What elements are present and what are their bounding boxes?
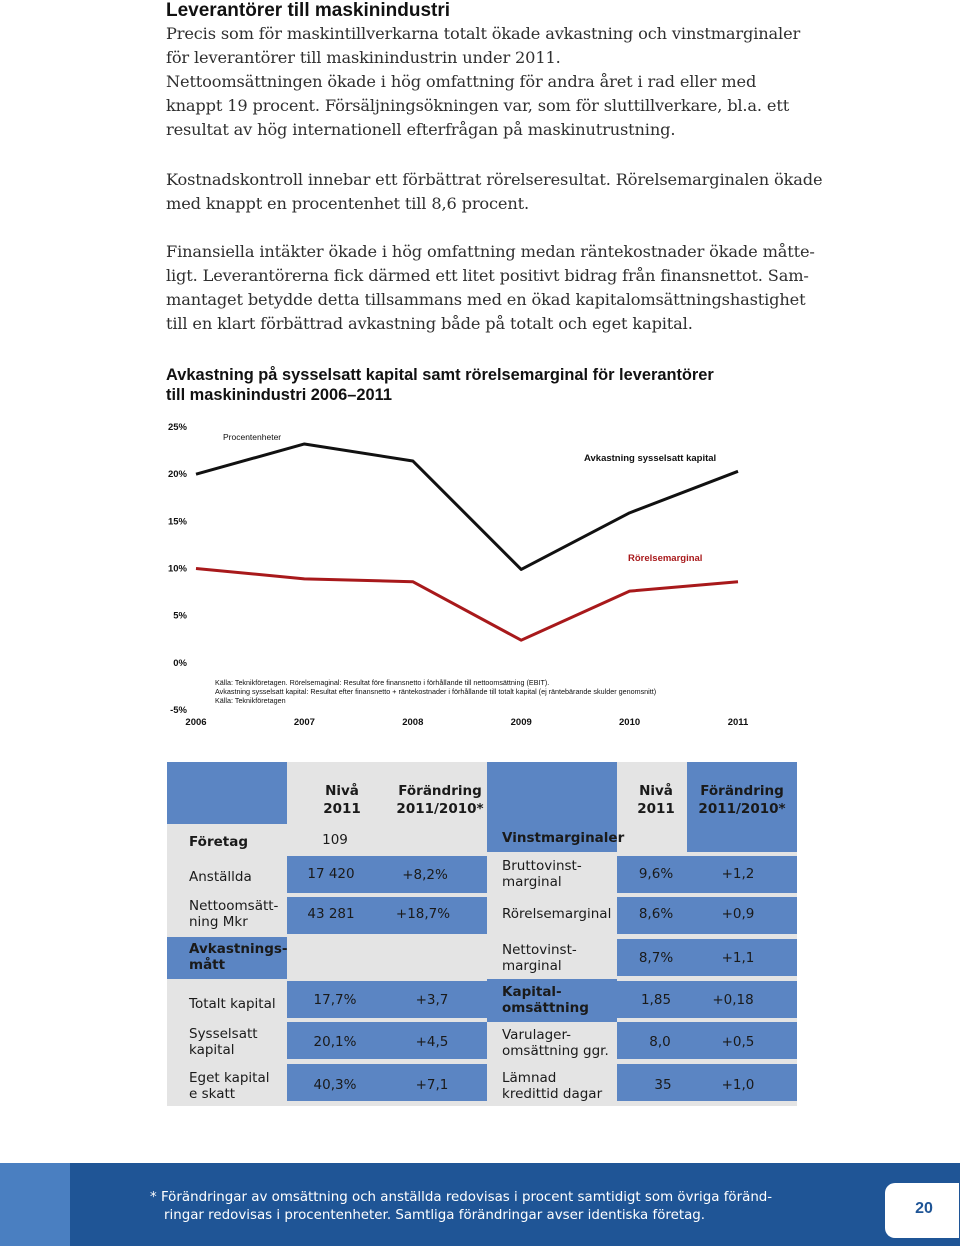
row-label-text: Företag bbox=[189, 834, 248, 850]
row-label bbox=[502, 942, 577, 974]
footnote-line: * Förändringar av omsättning och anställda redovisas i procent samtidigt som övriga föränd- bbox=[150, 1190, 773, 1205]
series-label-avkastning: Avkastning sysselsatt kapital bbox=[584, 453, 717, 464]
paragraph-line: Nettoomsättningen ökade i hög omfattning för andra året i rad eller med bbox=[166, 72, 757, 91]
row-label bbox=[189, 834, 248, 850]
value-text: 1,85 bbox=[640, 992, 672, 1008]
row-label-text: ning Mkr bbox=[189, 914, 248, 930]
header-line: 2011 bbox=[323, 801, 361, 817]
paragraph-line: knappt 19 procent. Försäljningsökningen var, som för sluttillverkare, bl.a. ett bbox=[166, 96, 790, 115]
row-label-text: Rörelsemarginal bbox=[502, 906, 612, 922]
row-label bbox=[502, 1027, 609, 1059]
value-text: 35 bbox=[654, 1077, 672, 1093]
paragraph-line: Precis som för maskintillverkarna totalt ökade avkastning och vinstmarginaler bbox=[166, 24, 801, 43]
header-line: 2011/2010* bbox=[698, 801, 786, 817]
row-label-text: Anställda bbox=[189, 869, 252, 885]
paragraph-line: mantaget betydde detta tillsammans med en ökad kapitalomsättningshastighet bbox=[166, 290, 806, 309]
row-label bbox=[502, 830, 624, 846]
table-header-cell bbox=[487, 762, 617, 824]
value-text: 20,1% bbox=[313, 1034, 357, 1050]
value-text: 9,6% bbox=[638, 866, 674, 882]
forandring-value bbox=[378, 906, 468, 922]
row-label-text: Nettoomsätt- bbox=[189, 898, 279, 914]
row-label-text: Vinstmarginaler bbox=[502, 830, 625, 846]
niva-value bbox=[290, 1077, 380, 1093]
chart-note: Källa: Teknikföretagen bbox=[215, 696, 286, 705]
header-line: Nivå bbox=[325, 783, 359, 799]
row-label-text: Eget kapital bbox=[189, 1070, 270, 1086]
forandring-value bbox=[387, 992, 477, 1008]
paragraph-line: Kostnadskontroll innebar ett förbättrat rörelseresultat. Rörelsemarginalen ökade bbox=[166, 170, 823, 189]
header-line: 2011/2010* bbox=[396, 801, 484, 817]
row-label bbox=[189, 941, 288, 973]
header-forandring bbox=[380, 783, 500, 817]
value-text: 8,0 bbox=[649, 1034, 671, 1050]
value-text: 8,7% bbox=[638, 950, 674, 966]
niva-value bbox=[290, 832, 380, 848]
page-number: 20 bbox=[915, 1200, 933, 1217]
forandring-value bbox=[387, 1034, 477, 1050]
footer-accent bbox=[0, 1163, 70, 1246]
y-tick-label: 10% bbox=[167, 563, 187, 575]
row-label-text: kredittid dagar bbox=[502, 1086, 603, 1102]
value-text: +1,2 bbox=[721, 866, 755, 882]
value-text: 17,7% bbox=[313, 992, 357, 1008]
row-label-text: marginal bbox=[502, 958, 562, 974]
row-label-text: Nettovinst- bbox=[502, 942, 577, 958]
header-line: Förändring bbox=[700, 783, 784, 799]
niva-value bbox=[615, 1034, 705, 1050]
chart-note: Källa: Teknikföretagen. Rörelsemaginal: Resultat före finansnetto i förhållande till nettoomsättning (EBIT). bbox=[215, 678, 550, 687]
row-label bbox=[189, 996, 276, 1012]
section-header-bg bbox=[687, 822, 797, 852]
row-label bbox=[502, 906, 611, 922]
row-label bbox=[502, 1070, 602, 1102]
header-niva bbox=[297, 783, 387, 817]
paragraph-line: för leverantörer till maskinindustrin under 2011. bbox=[166, 48, 561, 67]
section-heading: Leverantörer till maskinindustri bbox=[166, 0, 451, 21]
row-label-text: Kapital- bbox=[502, 984, 562, 1000]
row-label-text: kapital bbox=[189, 1042, 235, 1058]
row-label-text: Lämnad bbox=[502, 1070, 557, 1086]
footer-band bbox=[0, 1163, 960, 1246]
value-text: +3,7 bbox=[415, 992, 449, 1008]
paragraph-line: ligt. Leverantörerna fick därmed ett litet positivt bidrag från finansnettot. Sam- bbox=[166, 266, 809, 285]
value-text: +0,5 bbox=[721, 1034, 755, 1050]
paragraph-line: Finansiella intäkter ökade i hög omfattning medan räntekostnader ökade måtte- bbox=[166, 242, 815, 261]
chart-title-line: till maskinindustri 2006–2011 bbox=[166, 386, 392, 404]
series-label-rorelsemarginal: Rörelsemarginal bbox=[628, 553, 703, 564]
row-label-text: omsättning bbox=[502, 1000, 589, 1016]
header-line: Nivå bbox=[639, 783, 673, 799]
row-label-text: Totalt kapital bbox=[189, 996, 276, 1012]
y-tick-label: 0% bbox=[173, 657, 187, 669]
value-text: 109 bbox=[322, 832, 348, 848]
row-label bbox=[502, 984, 589, 1016]
paragraph-line: till en klart förbättrad avkastning både på totalt och eget kapital. bbox=[166, 314, 693, 333]
forandring-value bbox=[693, 950, 783, 966]
forandring-value bbox=[693, 1077, 783, 1093]
x-tick-label: 2009 bbox=[510, 717, 532, 728]
header-line: Förändring bbox=[398, 783, 482, 799]
value-text: +1,0 bbox=[721, 1077, 755, 1093]
row-label-text: marginal bbox=[502, 874, 562, 890]
paragraph-line: resultat av hög internationell efterfrågan på maskinutrustning. bbox=[166, 120, 676, 139]
y-tick-label: 20% bbox=[167, 469, 187, 481]
niva-value bbox=[286, 906, 376, 922]
x-tick-label: 2011 bbox=[727, 717, 749, 728]
niva-value bbox=[611, 866, 701, 882]
value-text: 40,3% bbox=[313, 1077, 357, 1093]
row-label bbox=[189, 1026, 258, 1058]
niva-value bbox=[290, 1034, 380, 1050]
row-label-text: omsättning ggr. bbox=[502, 1043, 609, 1059]
y-tick-label: -5% bbox=[170, 705, 187, 716]
row-label bbox=[502, 858, 582, 890]
value-text: 43 281 bbox=[307, 906, 355, 922]
chart-note: Avkastning sysselsatt kapital: Resultat efter finansnetto + räntekostnader i förhållande till totalt kapital (ej räntebärande skulder genomsnitt) bbox=[215, 687, 657, 696]
row-label-text: mått bbox=[189, 957, 226, 973]
niva-value bbox=[611, 950, 701, 966]
row-label bbox=[189, 898, 278, 930]
y-tick-label: 5% bbox=[173, 610, 187, 622]
niva-value bbox=[286, 866, 376, 882]
row-label-text: Sysselsatt bbox=[189, 1026, 258, 1042]
value-text: +0,18 bbox=[712, 992, 754, 1008]
forandring-value bbox=[387, 1077, 477, 1093]
row-label-text: Avkastnings- bbox=[189, 941, 288, 957]
value-text: +7,1 bbox=[415, 1077, 449, 1093]
paragraph-line: med knappt en procentenhet till 8,6 procent. bbox=[166, 194, 529, 213]
row-label-text: e skatt bbox=[189, 1086, 236, 1102]
header-forandring bbox=[682, 783, 802, 817]
value-text: +0,9 bbox=[721, 906, 755, 922]
x-tick-label: 2010 bbox=[619, 717, 641, 728]
value-text: +18,7% bbox=[395, 906, 451, 922]
row-label-text: Bruttovinst- bbox=[502, 858, 582, 874]
forandring-value bbox=[693, 866, 783, 882]
x-tick-label: 2006 bbox=[185, 717, 207, 728]
footnote bbox=[150, 1189, 790, 1225]
forandring-value bbox=[688, 992, 778, 1008]
row-label-text: Varulager- bbox=[502, 1027, 572, 1043]
forandring-value bbox=[380, 867, 470, 883]
value-text: 17 420 bbox=[307, 866, 355, 882]
y-tick-label: 25% bbox=[167, 422, 187, 433]
x-tick-label: 2007 bbox=[293, 717, 315, 728]
x-tick-label: 2008 bbox=[402, 717, 424, 728]
value-text: 8,6% bbox=[638, 906, 674, 922]
header-line: 2011 bbox=[637, 801, 675, 817]
unit-label: Procentenheter bbox=[223, 432, 282, 442]
y-tick-label: 15% bbox=[167, 516, 187, 528]
footnote-line: ringar redovisas i procentenheter. Samtliga förändringar avser identiska företag. bbox=[164, 1208, 706, 1223]
value-text: +1,1 bbox=[721, 950, 755, 966]
row-label bbox=[189, 869, 252, 885]
forandring-value bbox=[693, 1034, 783, 1050]
value-text: +8,2% bbox=[402, 867, 448, 883]
series-line-1 bbox=[196, 569, 738, 641]
table-header-cell bbox=[167, 762, 287, 824]
value-text: +4,5 bbox=[415, 1034, 449, 1050]
niva-value bbox=[611, 906, 701, 922]
row-label bbox=[189, 1070, 269, 1102]
forandring-value bbox=[693, 906, 783, 922]
chart-title-line: Avkastning på sysselsatt kapital samt rörelsemarginal för leverantörer bbox=[166, 366, 714, 384]
niva-value bbox=[290, 992, 380, 1008]
